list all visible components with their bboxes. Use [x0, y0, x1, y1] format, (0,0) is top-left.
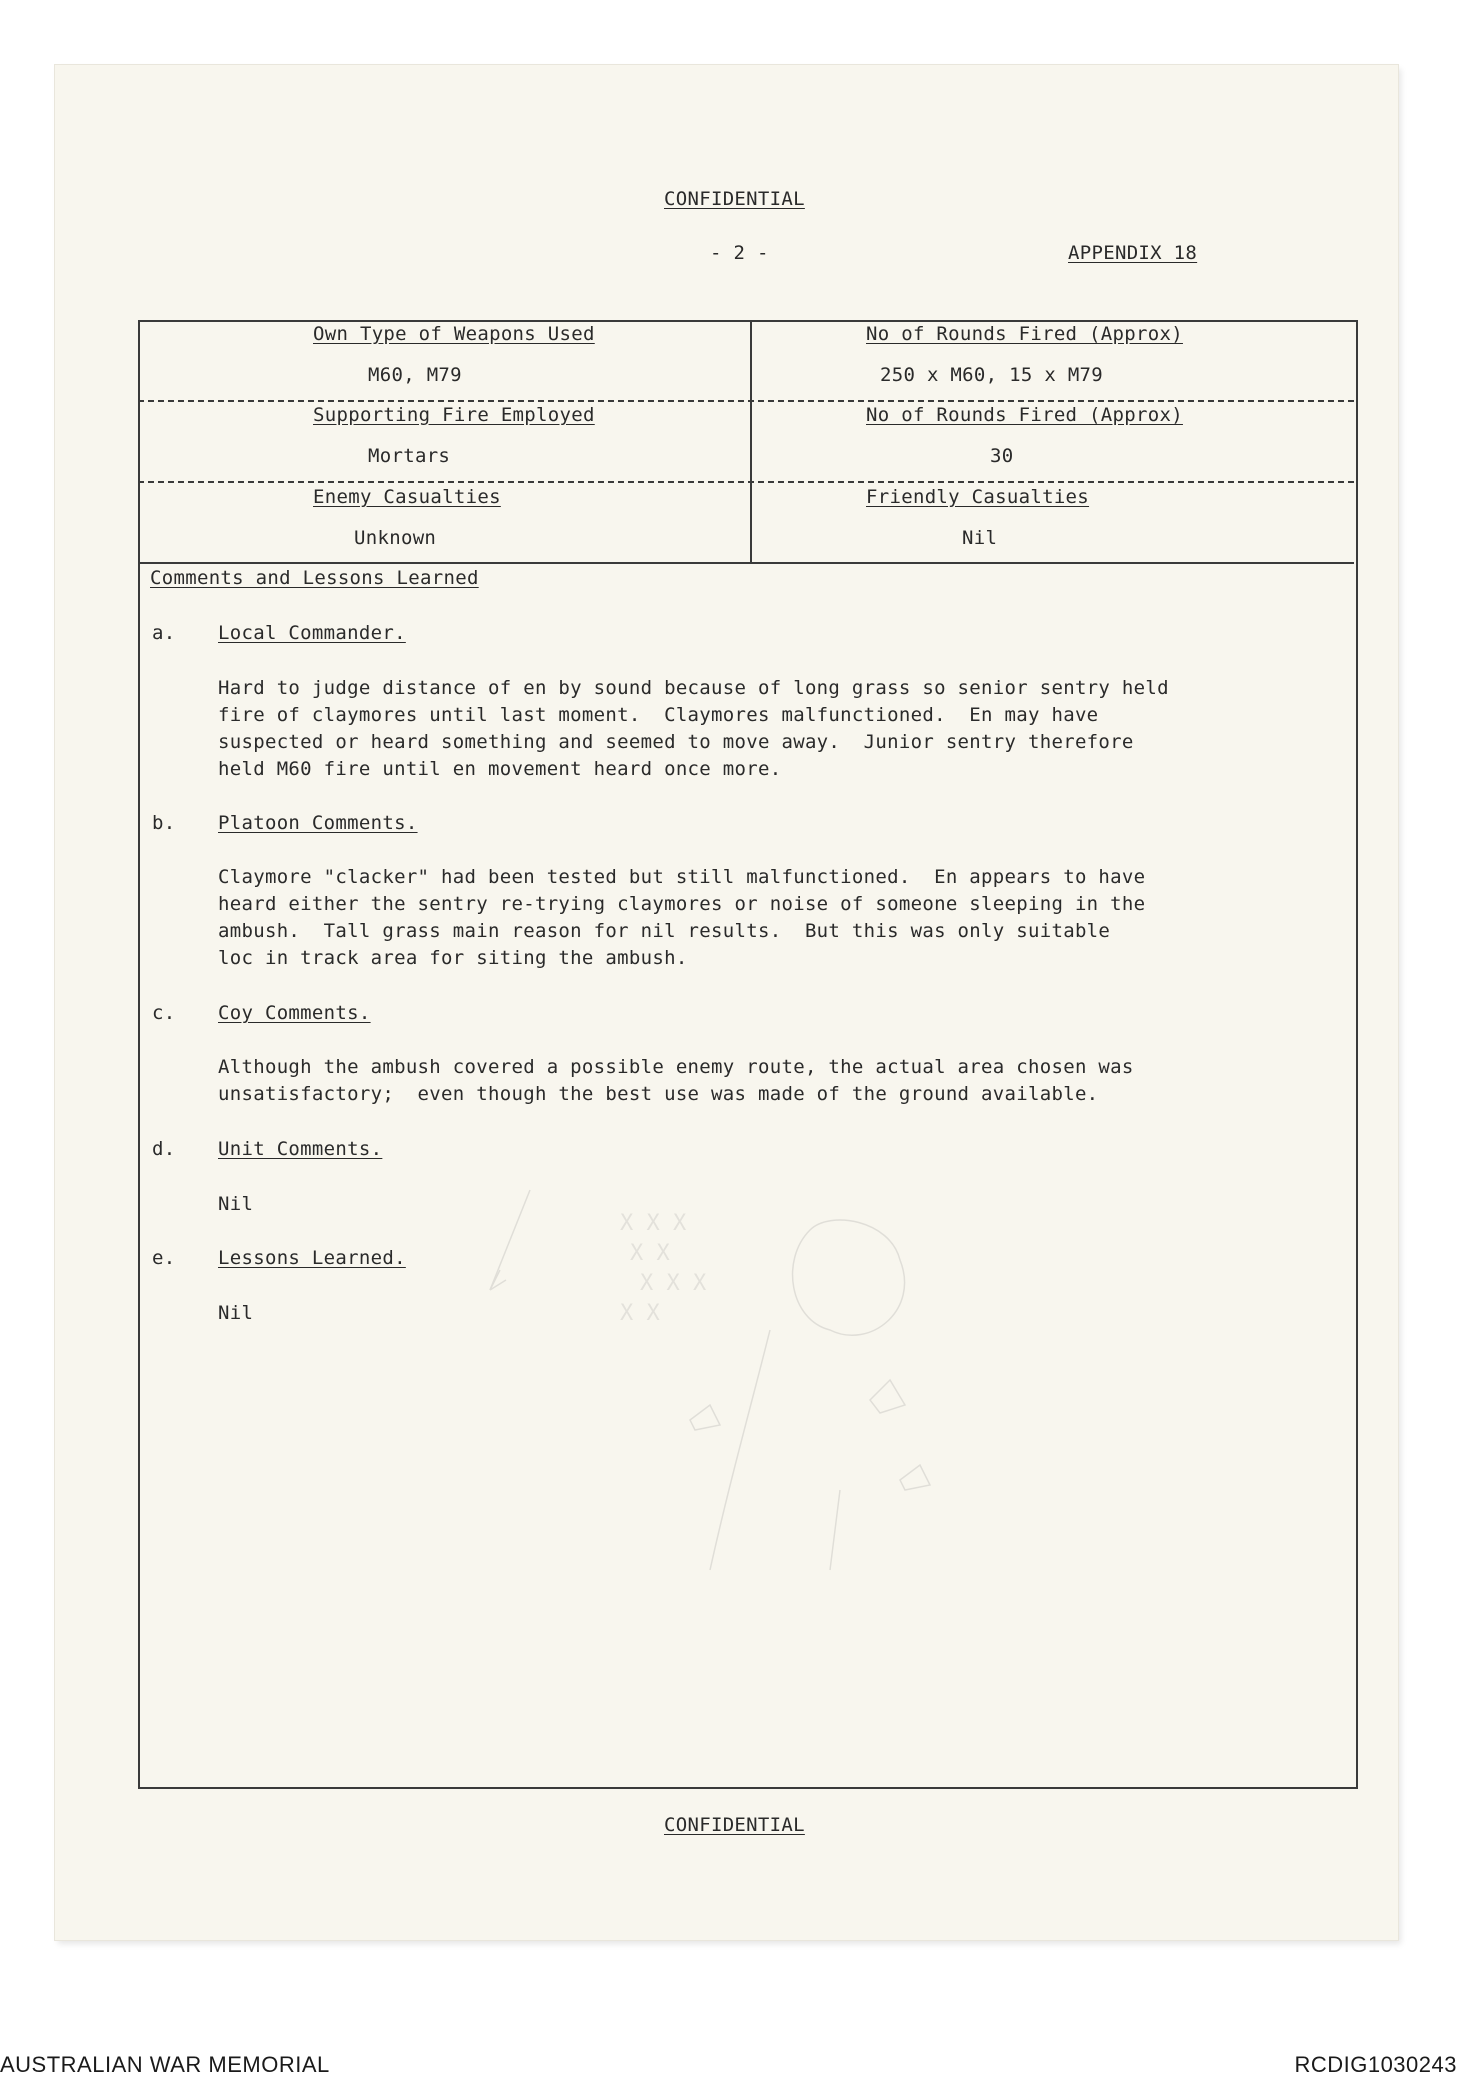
archive-reference: RCDIG1030243: [1294, 2052, 1457, 2077]
classification-header: CONFIDENTIAL: [664, 188, 805, 210]
unit-comments-text: Nil: [218, 1193, 254, 1215]
page-number: - 2 -: [710, 242, 769, 264]
svg-text:X X: X X: [630, 1241, 670, 1266]
support-rounds-value: 30: [990, 445, 1014, 467]
platoon-comments-text: Claymore "clacker" had been tested but still malfunctioned. En appears to have heard either the sentry re-trying claymores or noise of someone sleeping in the ambush. Tall grass main reason for nil results. But this was only suitable loc in track area for siting the ambush.: [218, 866, 1146, 969]
lessons-learned-text: Nil: [218, 1302, 254, 1324]
friendly-casualties-value: Nil: [962, 527, 998, 549]
svg-text:X X X: X X X: [620, 1211, 687, 1236]
unit-comments-heading: Unit Comments.: [218, 1138, 383, 1160]
friendly-casualties-label: Friendly Casualties: [866, 486, 1090, 508]
coy-comments-text: Although the ambush covered a possible enemy route, the actual area chosen was unsatisfactory; even though the best use was made of the ground available.: [218, 1056, 1134, 1105]
coy-comments-heading: Coy Comments.: [218, 1002, 371, 1024]
archive-credit: AUSTRALIAN WAR MEMORIAL: [0, 2052, 330, 2077]
item-letter: b.: [152, 812, 176, 834]
table-divider: [750, 320, 752, 562]
support-rounds-label: No of Rounds Fired (Approx): [866, 404, 1183, 426]
appendix-label: APPENDIX 18: [1068, 242, 1198, 264]
enemy-casualties-label: Enemy Casualties: [313, 486, 501, 508]
local-commander-text: Hard to judge distance of en by sound because of long grass so senior sentry held fire of claymores until last moment. Claymores malfunctioned. En may have suspected or heard something and seemed to move away. Junior sentry therefore held M60 fire until en movement heard once more.: [218, 677, 1169, 780]
weapons-used-label: Own Type of Weapons Used: [313, 323, 595, 345]
comments-heading: Comments and Lessons Learned: [150, 567, 479, 589]
supporting-fire-label: Supporting Fire Employed: [313, 404, 595, 426]
item-letter: a.: [152, 622, 176, 644]
item-letter: c.: [152, 1002, 176, 1024]
svg-text:X X X: X X X: [640, 1271, 707, 1296]
rounds-fired-value: 250 x M60, 15 x M79: [880, 364, 1104, 386]
row-separator: [138, 400, 1354, 402]
enemy-casualties-value: Unknown: [354, 527, 437, 549]
supporting-fire-value: Mortars: [368, 445, 451, 467]
show-through-sketch: [470, 1150, 1110, 1650]
rounds-fired-label: No of Rounds Fired (Approx): [866, 323, 1183, 345]
local-commander-heading: Local Commander.: [218, 622, 406, 644]
row-separator: [138, 481, 1354, 483]
platoon-comments-heading: Platoon Comments.: [218, 812, 418, 834]
item-letter: d.: [152, 1138, 176, 1160]
svg-text:X X: X X: [620, 1301, 660, 1326]
row-separator: [138, 562, 1354, 564]
item-letter: e.: [152, 1247, 176, 1269]
weapons-used-value: M60, M79: [368, 364, 462, 386]
lessons-learned-heading: Lessons Learned.: [218, 1247, 406, 1269]
classification-footer: CONFIDENTIAL: [664, 1814, 805, 1836]
